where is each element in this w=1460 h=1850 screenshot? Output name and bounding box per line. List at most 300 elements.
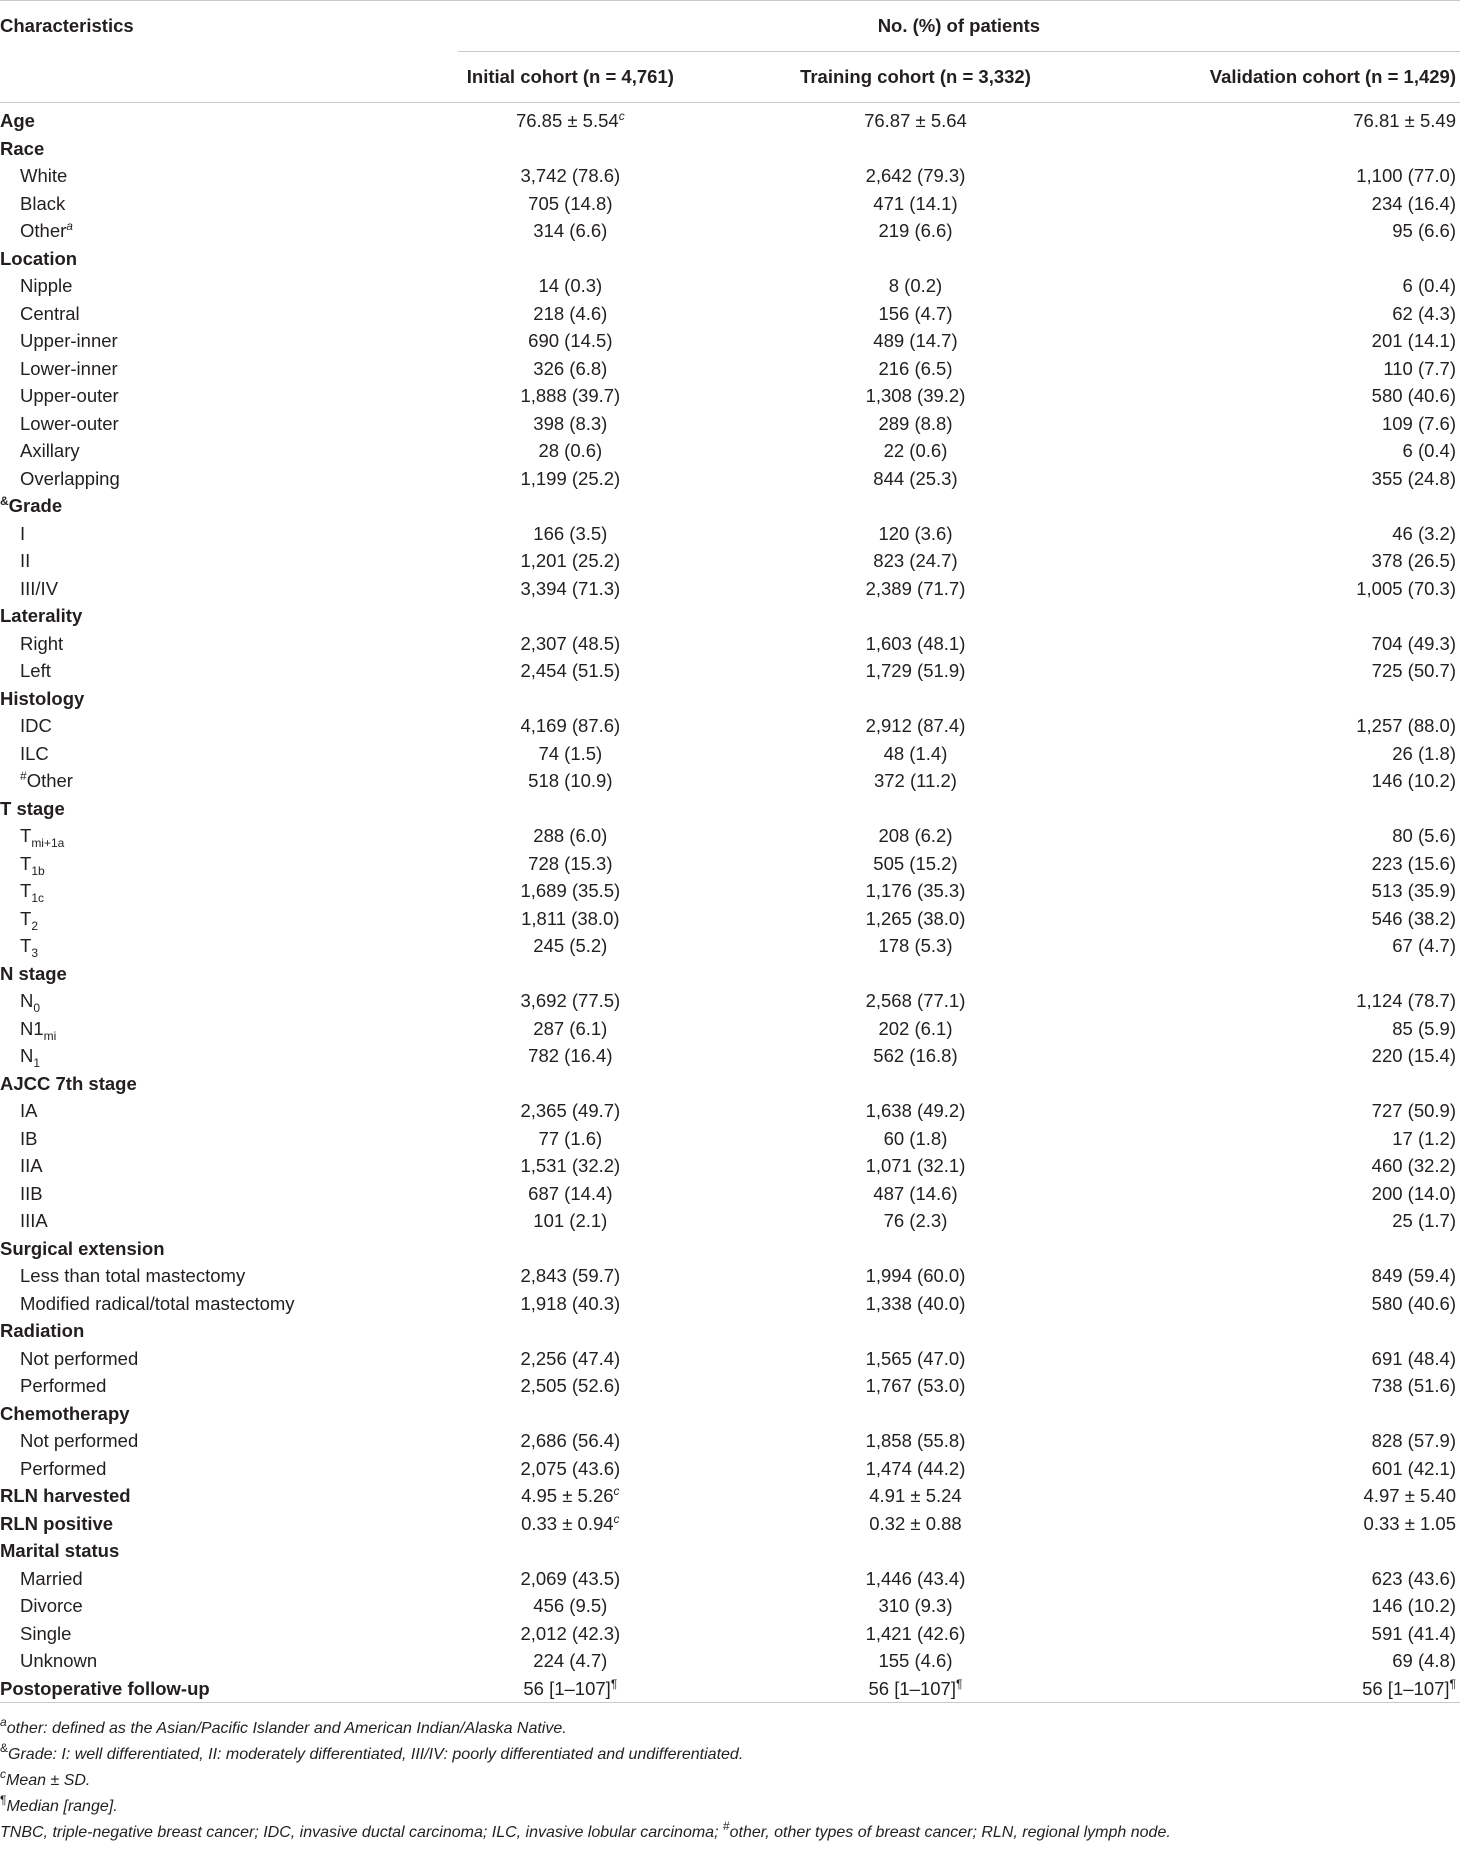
value-cell: 1,421 (42.6) (865, 1622, 966, 1644)
section-row (0, 1482, 1460, 1510)
value-cell (1148, 492, 1460, 520)
section-row (0, 960, 1460, 988)
value-cell: 74 (1.5) (538, 742, 603, 764)
value-cell: 1,005 (70.3) (1356, 577, 1456, 599)
row-label: Not performed (20, 1430, 139, 1451)
table-row (0, 740, 1460, 768)
value-cell: 202 (6.1) (878, 1017, 953, 1039)
header-row-group (0, 1, 1460, 52)
footnote-mark: c (0, 1767, 6, 1781)
value-cell: 289 (8.8) (878, 412, 953, 434)
header-validation-cohort: Validation cohort (n = 1,429) (1148, 52, 1460, 103)
row-label: Married (20, 1567, 83, 1589)
table-row (0, 1290, 1460, 1318)
table-row (0, 822, 1460, 850)
value-cell: 26 (1.8) (1392, 742, 1456, 764)
table-row (0, 1262, 1460, 1290)
value-cell: 2,012 (42.3) (520, 1622, 621, 1644)
header-training-cohort: Training cohort (n = 3,332) (683, 52, 1148, 103)
value-cell: 1,308 (39.2) (865, 385, 966, 406)
value-cell (458, 795, 683, 823)
table-row (0, 1152, 1460, 1180)
value-cell: 101 (2.1) (533, 1210, 608, 1231)
value-cell (458, 1317, 683, 1345)
row-label: N stage (0, 962, 67, 984)
value-cell: 562 (16.8) (873, 1045, 958, 1066)
value-cell: 2,069 (43.5) (520, 1567, 621, 1589)
row-label: Postoperative follow-up (0, 1675, 458, 1703)
table-row (0, 547, 1460, 575)
value-cell: 2,075 (43.6) (520, 1457, 621, 1479)
value-cell (458, 685, 683, 713)
value-cell: 2,307 (48.5) (520, 632, 621, 654)
row-label: Unknown (20, 1650, 98, 1671)
value-cell: 3,394 (71.3) (520, 577, 621, 599)
value-cell: 77 (1.6) (538, 1127, 603, 1149)
footnote-line: $^c$Mean ± SD. (0, 1767, 91, 1789)
table-row (0, 272, 1460, 300)
value-cell: 67 (4.7) (1392, 935, 1456, 956)
value-cell: 1,888 (39.7) (520, 385, 621, 406)
label-subscript: 1b (31, 863, 45, 878)
table-row (0, 1592, 1460, 1620)
row-label: RLN harvested (0, 1485, 131, 1506)
value-cell (1148, 602, 1460, 630)
row-label: White (20, 165, 68, 186)
value-cell: 178 (5.3) (878, 935, 953, 956)
value-cell: 823 (24.7) (873, 550, 958, 571)
value-cell: 456 (9.5) (533, 1595, 608, 1616)
footnote-mark: c (618, 109, 625, 123)
value-cell: 1,124 (78.7) (1356, 990, 1456, 1011)
value-cell: 28 (0.6) (538, 440, 603, 461)
value-cell (683, 1537, 1148, 1565)
section-row (0, 1235, 1460, 1263)
value-cell: 48 (1.4) (883, 742, 948, 764)
section-row (0, 1510, 1460, 1538)
value-cell (1148, 1070, 1460, 1098)
value-cell: 3,742 (78.6) (520, 165, 621, 186)
row-label: Overlapping (20, 467, 120, 489)
footnote-mark: c (613, 1484, 620, 1498)
value-cell: 4.91 ± 5.24 (869, 1485, 962, 1506)
value-cell (1148, 960, 1460, 988)
value-cell: 725 (50.7) (1371, 660, 1456, 681)
value-cell: 471 (14.1) (873, 192, 958, 214)
value-cell: 623 (43.6) (1371, 1567, 1456, 1589)
row-label: $N1_{mi}$ (20, 1017, 57, 1043)
value-cell (1148, 795, 1460, 823)
row-label: IIA (20, 1155, 43, 1176)
footnote-mark: a (0, 1715, 7, 1729)
value-cell (1148, 1537, 1460, 1565)
value-cell: 487 (14.6) (873, 1182, 958, 1204)
value-cell: 580 (40.6) (1371, 385, 1456, 406)
value-cell (683, 1400, 1148, 1428)
table-row (0, 465, 1460, 493)
row-label: $N_0$ (20, 990, 41, 1015)
row-label: Performed (20, 1375, 107, 1396)
value-cell (458, 1400, 683, 1428)
label-subscript: 2 (31, 918, 38, 933)
row-label: $T_{mi+1a}$ (20, 825, 65, 850)
row-label: Less than total mastectomy (20, 1265, 246, 1286)
value-cell: 0.32 ± 0.88 (869, 1512, 962, 1534)
value-cell: 4,169 (87.6) (520, 715, 621, 736)
table-row (0, 190, 1460, 218)
value-cell: 546 (38.2) (1371, 907, 1456, 929)
value-cell: 146 (10.2) (1371, 770, 1456, 791)
value-cell: 2,568 (77.1) (865, 990, 966, 1011)
value-cell: 489 (14.7) (873, 330, 958, 351)
row-label: Lower-outer (20, 412, 119, 434)
value-cell: 728 (15.3) (528, 852, 613, 874)
value-cell: 2,454 (51.5) (520, 660, 621, 681)
table-row (0, 712, 1460, 740)
section-row (0, 1400, 1460, 1428)
value-cell (458, 960, 683, 988)
value-cell: 704 (49.3) (1371, 632, 1456, 654)
value-cell (683, 602, 1148, 630)
table-row (0, 1647, 1460, 1675)
footnote-mark: # (20, 769, 27, 783)
value-cell: 355 (24.8) (1371, 467, 1456, 489)
row-label: Upper-outer (20, 385, 119, 406)
row-label: Not performed (20, 1347, 139, 1369)
value-cell (1148, 1235, 1460, 1263)
table-row (0, 1372, 1460, 1400)
value-cell: 80 (5.6) (1392, 825, 1456, 846)
value-cell: 208 (6.2) (878, 825, 953, 846)
value-cell: 1,858 (55.8) (865, 1430, 966, 1451)
value-cell: 85 (5.9) (1392, 1017, 1456, 1039)
value-cell: 76.87 ± 5.64 (864, 110, 967, 131)
footnote-mark: ¶ (1449, 1676, 1456, 1691)
value-cell: 110 (7.7) (1383, 357, 1456, 379)
label-subscript: mi+1a (31, 836, 65, 850)
value-cell (458, 1070, 683, 1098)
row-label: IDC (20, 715, 52, 736)
value-cell: 46 (3.2) (1392, 522, 1456, 544)
table-row (0, 630, 1460, 658)
value-cell: 146 (10.2) (1371, 1595, 1456, 1616)
row-label: I (20, 522, 26, 544)
value-cell: 378 (26.5) (1371, 550, 1456, 571)
table-row (0, 437, 1460, 465)
row-label: Laterality (0, 605, 83, 626)
footnote-mark: c (613, 1511, 620, 1526)
value-cell: 95 (6.6) (1392, 220, 1456, 241)
value-cell: 513 (35.9) (1371, 880, 1456, 901)
section-row (0, 1070, 1460, 1098)
row-label: Histology (0, 687, 85, 709)
value-cell: 314 (6.6) (533, 220, 608, 241)
row-label: Marital status (0, 1540, 120, 1561)
row-label: IIIA (20, 1210, 48, 1231)
table-row (0, 1565, 1460, 1593)
value-cell: 0.33 ± 0.94$^c$ (521, 1511, 620, 1534)
table-row (0, 217, 1460, 245)
value-cell: 727 (50.9) (1371, 1100, 1456, 1121)
label-subscript: 3 (31, 946, 38, 960)
section-row (0, 1675, 1460, 1703)
section-row (0, 602, 1460, 630)
row-label: $T_{1c}$ (20, 880, 44, 905)
value-cell: 460 (32.2) (1371, 1155, 1456, 1176)
value-cell: 56 [1–107]¶ (1148, 1675, 1460, 1703)
value-cell: 6 (0.4) (1402, 275, 1456, 296)
value-cell: 1,071 (32.1) (865, 1155, 966, 1176)
section-row (0, 685, 1460, 713)
section-row (0, 103, 1460, 135)
footnotes (0, 1716, 1460, 1846)
header-row-columns (0, 52, 1460, 103)
value-cell: 849 (59.4) (1371, 1265, 1456, 1286)
value-cell: 580 (40.6) (1371, 1292, 1456, 1314)
value-cell: 6 (0.4) (1402, 440, 1456, 461)
value-cell: 1,265 (38.0) (865, 907, 966, 929)
value-cell: 8 (0.2) (888, 275, 943, 296)
row-label: Radiation (0, 1320, 85, 1341)
row-label: IA (20, 1100, 38, 1121)
value-cell: 69 (4.8) (1392, 1650, 1456, 1671)
value-cell (683, 135, 1148, 163)
row-label: RLN positive (0, 1512, 114, 1534)
row-label: Chemotherapy (0, 1402, 130, 1424)
value-cell: 109 (7.6) (1381, 412, 1456, 434)
value-cell: 25 (1.7) (1392, 1210, 1456, 1231)
value-cell: 705 (14.8) (528, 192, 613, 214)
value-cell: 1,199 (25.2) (520, 467, 621, 489)
value-cell: 1,729 (51.9) (865, 660, 966, 681)
value-cell: 22 (0.6) (883, 440, 948, 461)
footnote-mark: & (0, 1741, 9, 1755)
value-cell: 398 (8.3) (533, 412, 608, 434)
header-initial-cohort: Initial cohort (n = 4,761) (458, 52, 683, 103)
value-cell: 2,256 (47.4) (520, 1347, 621, 1369)
row-label: AJCC 7th stage (0, 1072, 137, 1094)
row-label: Modified radical/total mastectomy (20, 1292, 295, 1314)
value-cell: 219 (6.6) (878, 220, 953, 241)
footnote-mark: ¶ (0, 1793, 7, 1807)
value-cell (458, 602, 683, 630)
value-cell (1148, 245, 1460, 273)
value-cell: 2,686 (56.4) (520, 1430, 621, 1451)
table-row (0, 1207, 1460, 1235)
value-cell: 1,918 (40.3) (520, 1292, 621, 1314)
table-row (0, 327, 1460, 355)
row-label: $T_{1b}$ (20, 852, 45, 878)
table-row (0, 850, 1460, 878)
table-row (0, 905, 1460, 933)
value-cell: 224 (4.7) (533, 1650, 608, 1671)
value-cell: 1,201 (25.2) (520, 550, 621, 571)
value-cell: 518 (10.9) (528, 770, 613, 791)
value-cell (458, 492, 683, 520)
table-body (0, 103, 1460, 1703)
value-cell (1148, 1400, 1460, 1428)
section-row (0, 1317, 1460, 1345)
value-cell: 4.95 ± 5.26$^c$ (521, 1484, 620, 1506)
row-label: Location (0, 247, 78, 269)
table-row (0, 1180, 1460, 1208)
footnote-line: ¶Median [range]. (0, 1793, 118, 1815)
footnote-mark: ¶ (610, 1676, 618, 1691)
value-cell: 287 (6.1) (533, 1017, 608, 1039)
row-label: Age (0, 110, 35, 131)
table-row (0, 657, 1460, 685)
header-characteristics: Characteristics (0, 1, 458, 52)
value-cell: 1,811 (38.0) (521, 907, 620, 929)
table-row (0, 300, 1460, 328)
value-cell: 76 (2.3) (883, 1210, 948, 1231)
label-subscript: mi (43, 1028, 57, 1043)
value-cell: 505 (15.2) (873, 852, 958, 874)
value-cell: 56 [1–107]¶ (458, 1675, 683, 1703)
section-row (0, 492, 1460, 520)
section-row (0, 1537, 1460, 1565)
row-label: #Other (20, 769, 73, 791)
footnote-mark: a (66, 219, 73, 233)
value-cell: 17 (1.2) (1392, 1127, 1456, 1149)
value-cell: 591 (41.4) (1371, 1622, 1456, 1644)
value-cell (683, 1070, 1148, 1098)
table-row (0, 520, 1460, 548)
value-cell: 3,692 (77.5) (520, 990, 621, 1011)
section-row (0, 245, 1460, 273)
row-label: III/IV (20, 577, 59, 599)
value-cell: 62 (4.3) (1392, 302, 1456, 324)
value-cell: 310 (9.3) (878, 1595, 953, 1616)
value-cell: 1,994 (60.0) (865, 1265, 966, 1286)
table-row (0, 355, 1460, 383)
value-cell: 687 (14.4) (528, 1182, 613, 1204)
row-label: Lower-inner (20, 357, 118, 379)
table-row (0, 1097, 1460, 1125)
value-cell: 2,912 (87.4) (865, 715, 966, 736)
row-label: Upper-inner (20, 330, 118, 351)
value-cell: 1,565 (47.0) (865, 1347, 966, 1369)
value-cell: 2,505 (52.6) (520, 1375, 621, 1396)
value-cell: 1,689 (35.5) (520, 880, 621, 901)
table-row (0, 767, 1460, 795)
row-label: $T_3$ (20, 935, 38, 960)
value-cell: 2,389 (71.7) (865, 577, 966, 599)
value-cell: 691 (48.4) (1371, 1347, 1456, 1369)
value-cell: 4.97 ± 5.40 (1363, 1485, 1456, 1506)
value-cell: 245 (5.2) (533, 935, 608, 956)
section-row (0, 795, 1460, 823)
footnote-mark: ¶ (955, 1676, 963, 1691)
label-subscript: 1c (31, 891, 44, 905)
footnote-mark: & (0, 494, 9, 508)
row-label: Race (0, 137, 45, 159)
table-row (0, 932, 1460, 960)
value-cell: 60 (1.8) (883, 1127, 948, 1149)
value-cell: 1,446 (43.4) (865, 1567, 966, 1589)
table-row (0, 162, 1460, 190)
value-cell (683, 1317, 1148, 1345)
row-label: Nipple (20, 275, 73, 296)
row-label: $N_1$ (20, 1045, 41, 1070)
value-cell: 155 (4.6) (878, 1650, 953, 1671)
row-label: ILC (20, 742, 49, 764)
table-row (0, 382, 1460, 410)
value-cell: 56 [1–107]¶ (683, 1675, 1148, 1703)
table-row (0, 410, 1460, 438)
value-cell: 166 (3.5) (533, 522, 608, 544)
value-cell (458, 1235, 683, 1263)
value-cell: 1,638 (49.2) (865, 1100, 966, 1121)
value-cell (683, 492, 1148, 520)
row-label: Divorce (20, 1595, 83, 1616)
row-label: II (20, 550, 31, 571)
value-cell (458, 135, 683, 163)
label-subscript: 0 (33, 1001, 41, 1015)
row-label: Left (20, 660, 51, 681)
value-cell: 220 (15.4) (1371, 1045, 1456, 1066)
row-label: Surgical extension (0, 1237, 165, 1259)
value-cell: 1,176 (35.3) (865, 880, 966, 901)
row-label: Central (20, 302, 80, 324)
value-cell: 1,338 (40.0) (865, 1292, 966, 1314)
value-cell: 2,642 (79.3) (865, 165, 966, 186)
table-row (0, 1015, 1460, 1043)
label-subscript: 1 (33, 1056, 41, 1070)
value-cell: 690 (14.5) (528, 330, 613, 351)
row-label: &Grade (0, 494, 63, 516)
value-cell: 601 (42.1) (1371, 1457, 1456, 1479)
value-cell: 76.81 ± 5.49 (1353, 110, 1456, 131)
value-cell (683, 960, 1148, 988)
table-row (0, 1345, 1460, 1373)
value-cell (1148, 1317, 1460, 1345)
value-cell (683, 245, 1148, 273)
value-cell: 2,843 (59.7) (520, 1265, 621, 1286)
value-cell: 1,767 (53.0) (865, 1375, 966, 1396)
table-row (0, 987, 1460, 1015)
value-cell: 120 (3.6) (878, 522, 953, 544)
value-cell (683, 685, 1148, 713)
value-cell (1148, 135, 1460, 163)
value-cell: 1,474 (44.2) (865, 1457, 966, 1479)
value-cell: 76.85 ± 5.54$^c$ (515, 109, 625, 131)
table-row (0, 877, 1460, 905)
footnote-line: $^a$other: defined as the Asian/Pacific Islander and American Indian/Alaska Native. (0, 1715, 567, 1737)
footnote-mark: # (722, 1819, 730, 1833)
value-cell (458, 1537, 683, 1565)
value-cell (1148, 685, 1460, 713)
value-cell: 223 (15.6) (1371, 852, 1456, 874)
section-row (0, 135, 1460, 163)
table-row (0, 1620, 1460, 1648)
value-cell: 2,365 (49.7) (520, 1100, 621, 1121)
row-label: Axillary (20, 440, 80, 461)
footnote-line: &Grade: I: well differentiated, II: moderately differentiated, III/IV: poorly differentiated and undifferentiated. (0, 1741, 744, 1763)
value-cell (683, 795, 1148, 823)
table-row (0, 575, 1460, 603)
header-group-label: No. (%) of patients (458, 1, 1460, 52)
value-cell: 738 (51.6) (1371, 1375, 1456, 1396)
value-cell: 782 (16.4) (528, 1045, 613, 1066)
row-label: Performed (20, 1457, 107, 1479)
value-cell: 326 (6.8) (533, 357, 608, 379)
value-cell: 14 (0.3) (538, 275, 603, 296)
value-cell: 844 (25.3) (873, 467, 958, 489)
value-cell: 1,531 (32.2) (520, 1155, 621, 1176)
footnote-line: TNBC, triple-negative breast cancer; IDC, invasive ductal carcinoma; ILC, invasive lobular carcinoma; #other, other types of breast cancer; RLN, regional lymph node. (0, 1819, 1171, 1841)
value-cell (458, 245, 683, 273)
